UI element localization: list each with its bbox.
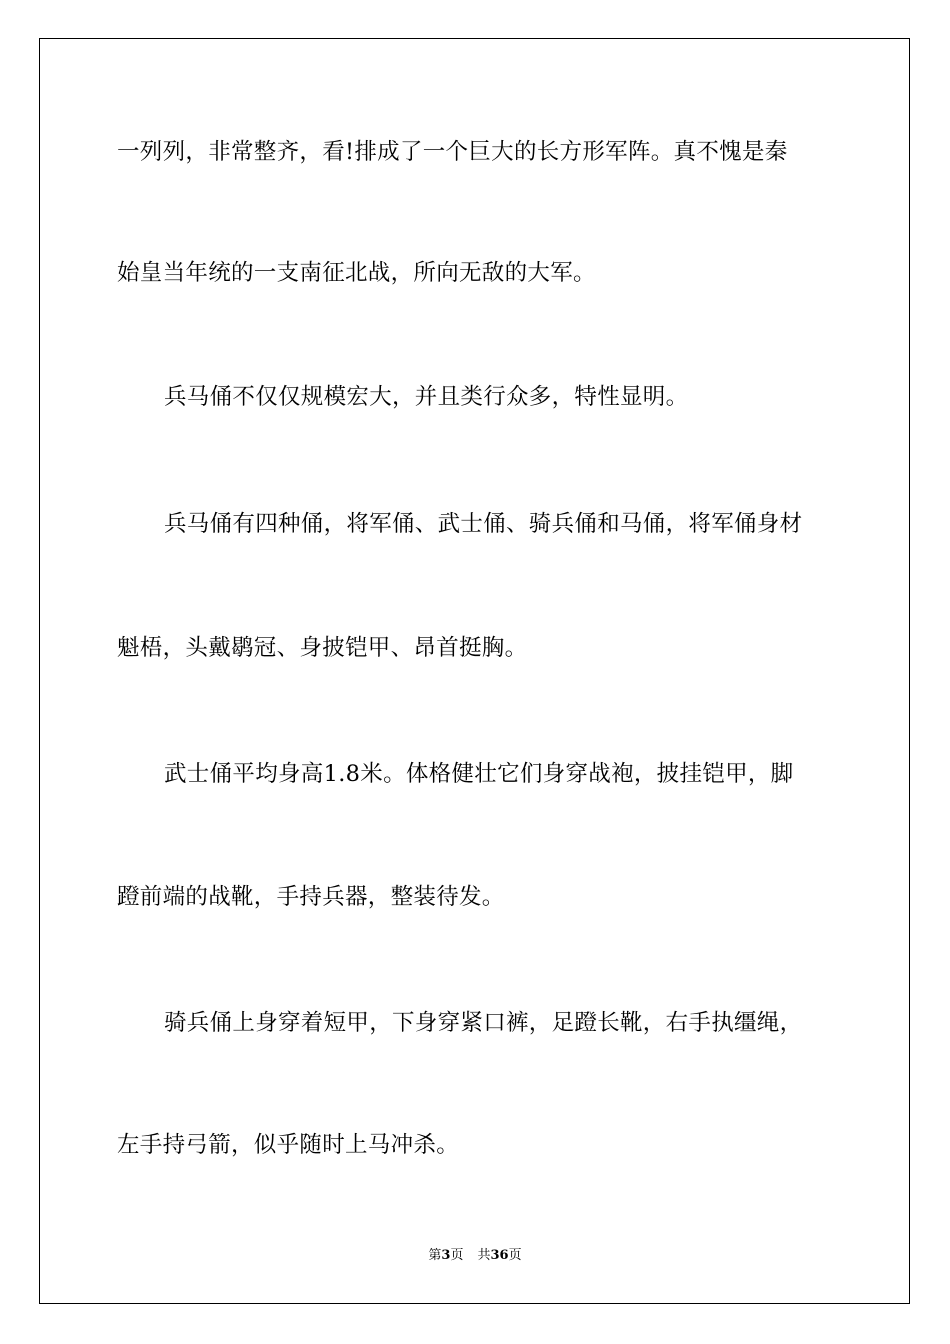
footer-page-number: 3	[441, 1248, 451, 1263]
text-line-1: 一列列，非常整齐，看!排成了一个巨大的长方形军阵。真不愧是秦	[117, 139, 788, 165]
text-line-5: 魁梧，头戴鹖冠、身披铠甲、昂首挺胸。	[117, 635, 528, 661]
text-line-7: 蹬前端的战靴，手持兵器，整装待发。	[117, 884, 505, 910]
footer-total-prefix: 共	[477, 1248, 491, 1263]
footer-page-suffix: 页	[450, 1248, 464, 1263]
footer-page-prefix: 第	[428, 1248, 442, 1263]
page-border	[39, 38, 910, 1304]
text-line-2: 始皇当年统的一支南征北战，所向无敌的大军。	[117, 260, 596, 286]
text-line-3: 兵马俑不仅仅规模宏大，并且类行众多，特性显明。	[164, 384, 689, 410]
text-line-6: 武士俑平均身高1.8米。体格健壮它们身穿战袍，披挂铠甲，脚	[164, 761, 794, 787]
page-footer	[0, 1247, 950, 1265]
text-line-4: 兵马俑有四种俑，将军俑、武士俑、骑兵俑和马俑，将军俑身材	[164, 511, 803, 537]
text-line-8: 骑兵俑上身穿着短甲，下身穿紧口裤，足蹬长靴，右手执缰绳，	[164, 1010, 803, 1036]
text-line-9: 左手持弓箭，似乎随时上马冲杀。	[117, 1132, 460, 1158]
footer-total-suffix: 页	[508, 1248, 522, 1263]
footer-total-number: 36	[490, 1248, 509, 1263]
